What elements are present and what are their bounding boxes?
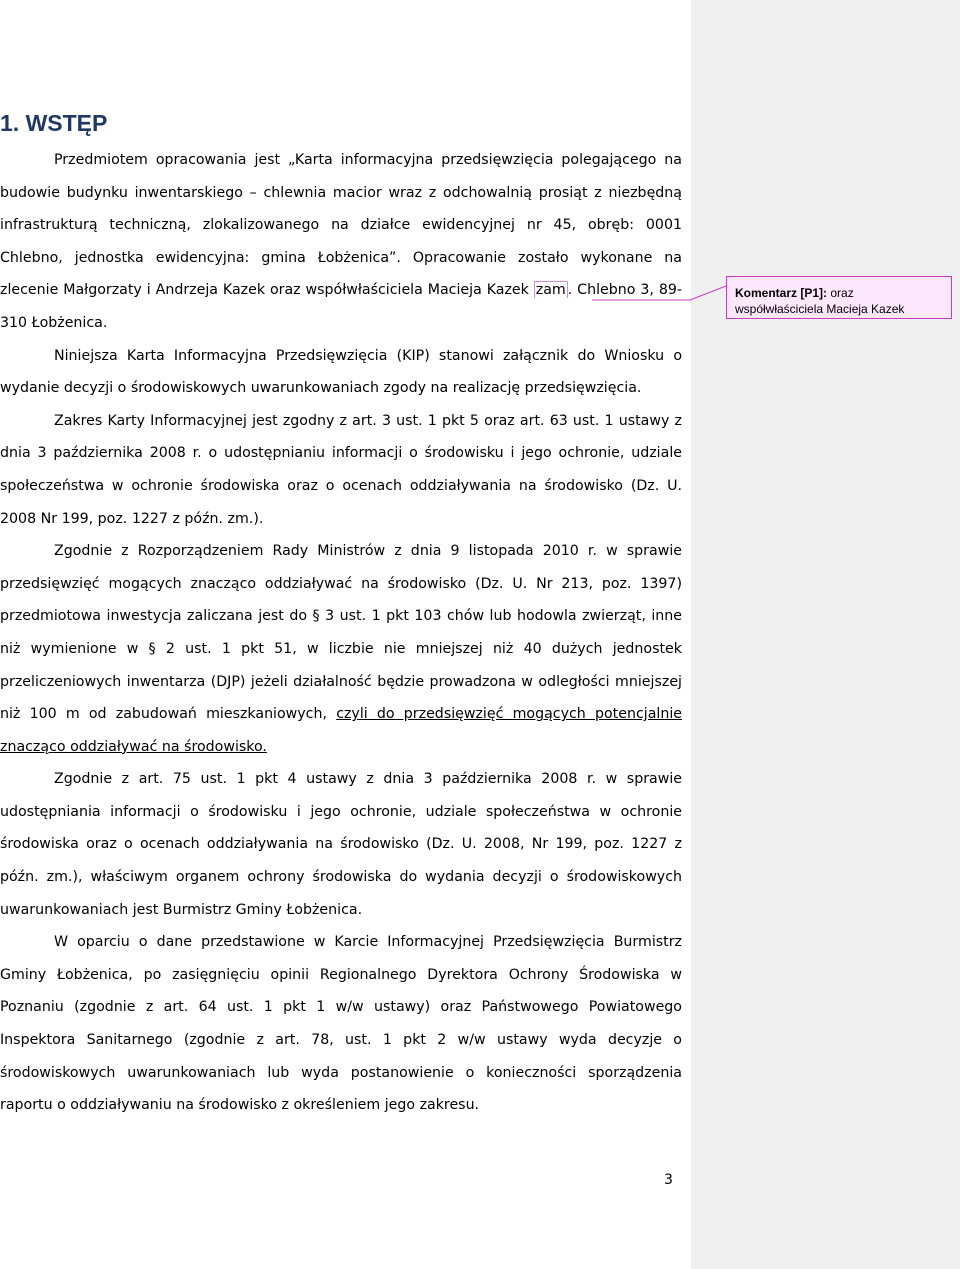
comment-anchor[interactable]: zam bbox=[535, 282, 566, 299]
underlined-text: czyli do przedsięwzięć mogących potencjalnie znacząco oddziaływać na środowisko. bbox=[0, 706, 682, 755]
comment-text: oraz współwłaściciela Macieja Kazek bbox=[735, 286, 905, 316]
paragraph-4 bbox=[0, 535, 682, 763]
paragraph-6: W oparciu o dane przedstawione w Karcie Informacyjnej Przedsięwzięcia Burmistrz Gminy Łobżenica, po zasięgnięciu opinii Regionalnego Dyrektora Ochrony Środowiska w Poznaniu (zgodnie z art. 64 ust. 1 pkt 1 w/w ustawy) oraz Państwowego Powiatowego Inspektora Sanitarnego (zgodnie z art. 78, ust. 1 pkt 2 w/w ustawy wyda decyzje o środowiskowych uwarunkowaniach lub wyda postanowienie o konieczności sporządzenia raportu o oddziaływaniu na środowisko z określeniem jego zakresu. bbox=[0, 934, 682, 1114]
comment-label: Komentarz [P1]: bbox=[735, 286, 828, 300]
comment-margin bbox=[691, 0, 960, 1269]
paragraph-2: Niniejsza Karta Informacyjna Przedsięwzięcia (KIP) stanowi załącznik do Wniosku o wydanie decyzji o środowiskowych uwarunkowaniach zgody na realizację przedsięwzięcia. bbox=[0, 347, 682, 397]
paragraph-4-text: Zgodnie z Rozporządzeniem Rady Ministrów z dnia 9 listopada 2010 r. w sprawie przedsięwzięć mogących znacząco oddziaływać na środowisko (Dz. U. Nr 213, poz. 1397) przedmiotowa inwestycja zaliczana jest do § 3 ust. 1 pkt 103 chów lub hodowla zwierząt, inne niż wymienione w § 2 ust. 1 pkt 51, w liczbie nie mniejszej niż 40 dużych jednostek przeliczeniowych inwentarza (DJP) jeżeli działalność będzie prowadzona w odległości mniejszej niż 100 m od zabudowań mieszkaniowych, bbox=[0, 543, 682, 723]
section-heading: 1. WSTĘP bbox=[0, 110, 108, 136]
comment-balloon[interactable] bbox=[726, 276, 952, 319]
paragraph-1-end: . Chlebno 3, 89-310 Łobżenica. bbox=[0, 282, 682, 331]
paragraph-5: Zgodnie z art. 75 ust. 1 pkt 4 ustawy z dnia 3 października 2008 r. w sprawie udostępniania informacji o środowisku i jego ochronie, udziale społeczeństwa w ochronie środowiska oraz o ocenach oddziaływania na środowisko (Dz. U. 2008, Nr 199, poz. 1227 z późn. zm.), właściwym organem ochrony środowiska do wydania decyzji o środowiskowych uwarunkowaniach jest Burmistrz Gminy Łobżenica. bbox=[0, 771, 682, 918]
paragraph-1-text: Przedmiotem opracowania jest „Karta informacyjna przedsięwzięcia polegającego na budowie budynku inwentarskiego – chlewnia macior wraz z odchowalnią prosiąt z niezbędną infrastrukturą techniczną, zlokalizowanego na działce ewidencyjnej nr 45, obręb: 0001 Chlebno, jednostka ewidencyjna: gmina Łobżenica”. Opracowanie zostało wykonane na zlecenie Małgorzaty i Andrzeja Kazek oraz współwłaściciela Macieja Kazek bbox=[0, 152, 682, 299]
paragraph-1 bbox=[0, 144, 682, 340]
paragraph-3: Zakres Karty Informacyjnej jest zgodny z art. 3 ust. 1 pkt 5 oraz art. 63 ust. 1 ustawy z dnia 3 października 2008 r. o udostępnianiu informacji o środowisku i jego ochronie, udziale społeczeństwa w ochronie środowiska oraz o ocenach oddziaływania na środowisko (Dz. U. 2008 Nr 199, poz. 1227 z późn. zm.). bbox=[0, 412, 682, 527]
document-body bbox=[0, 144, 682, 1122]
page-number: 3 bbox=[664, 1172, 673, 1188]
